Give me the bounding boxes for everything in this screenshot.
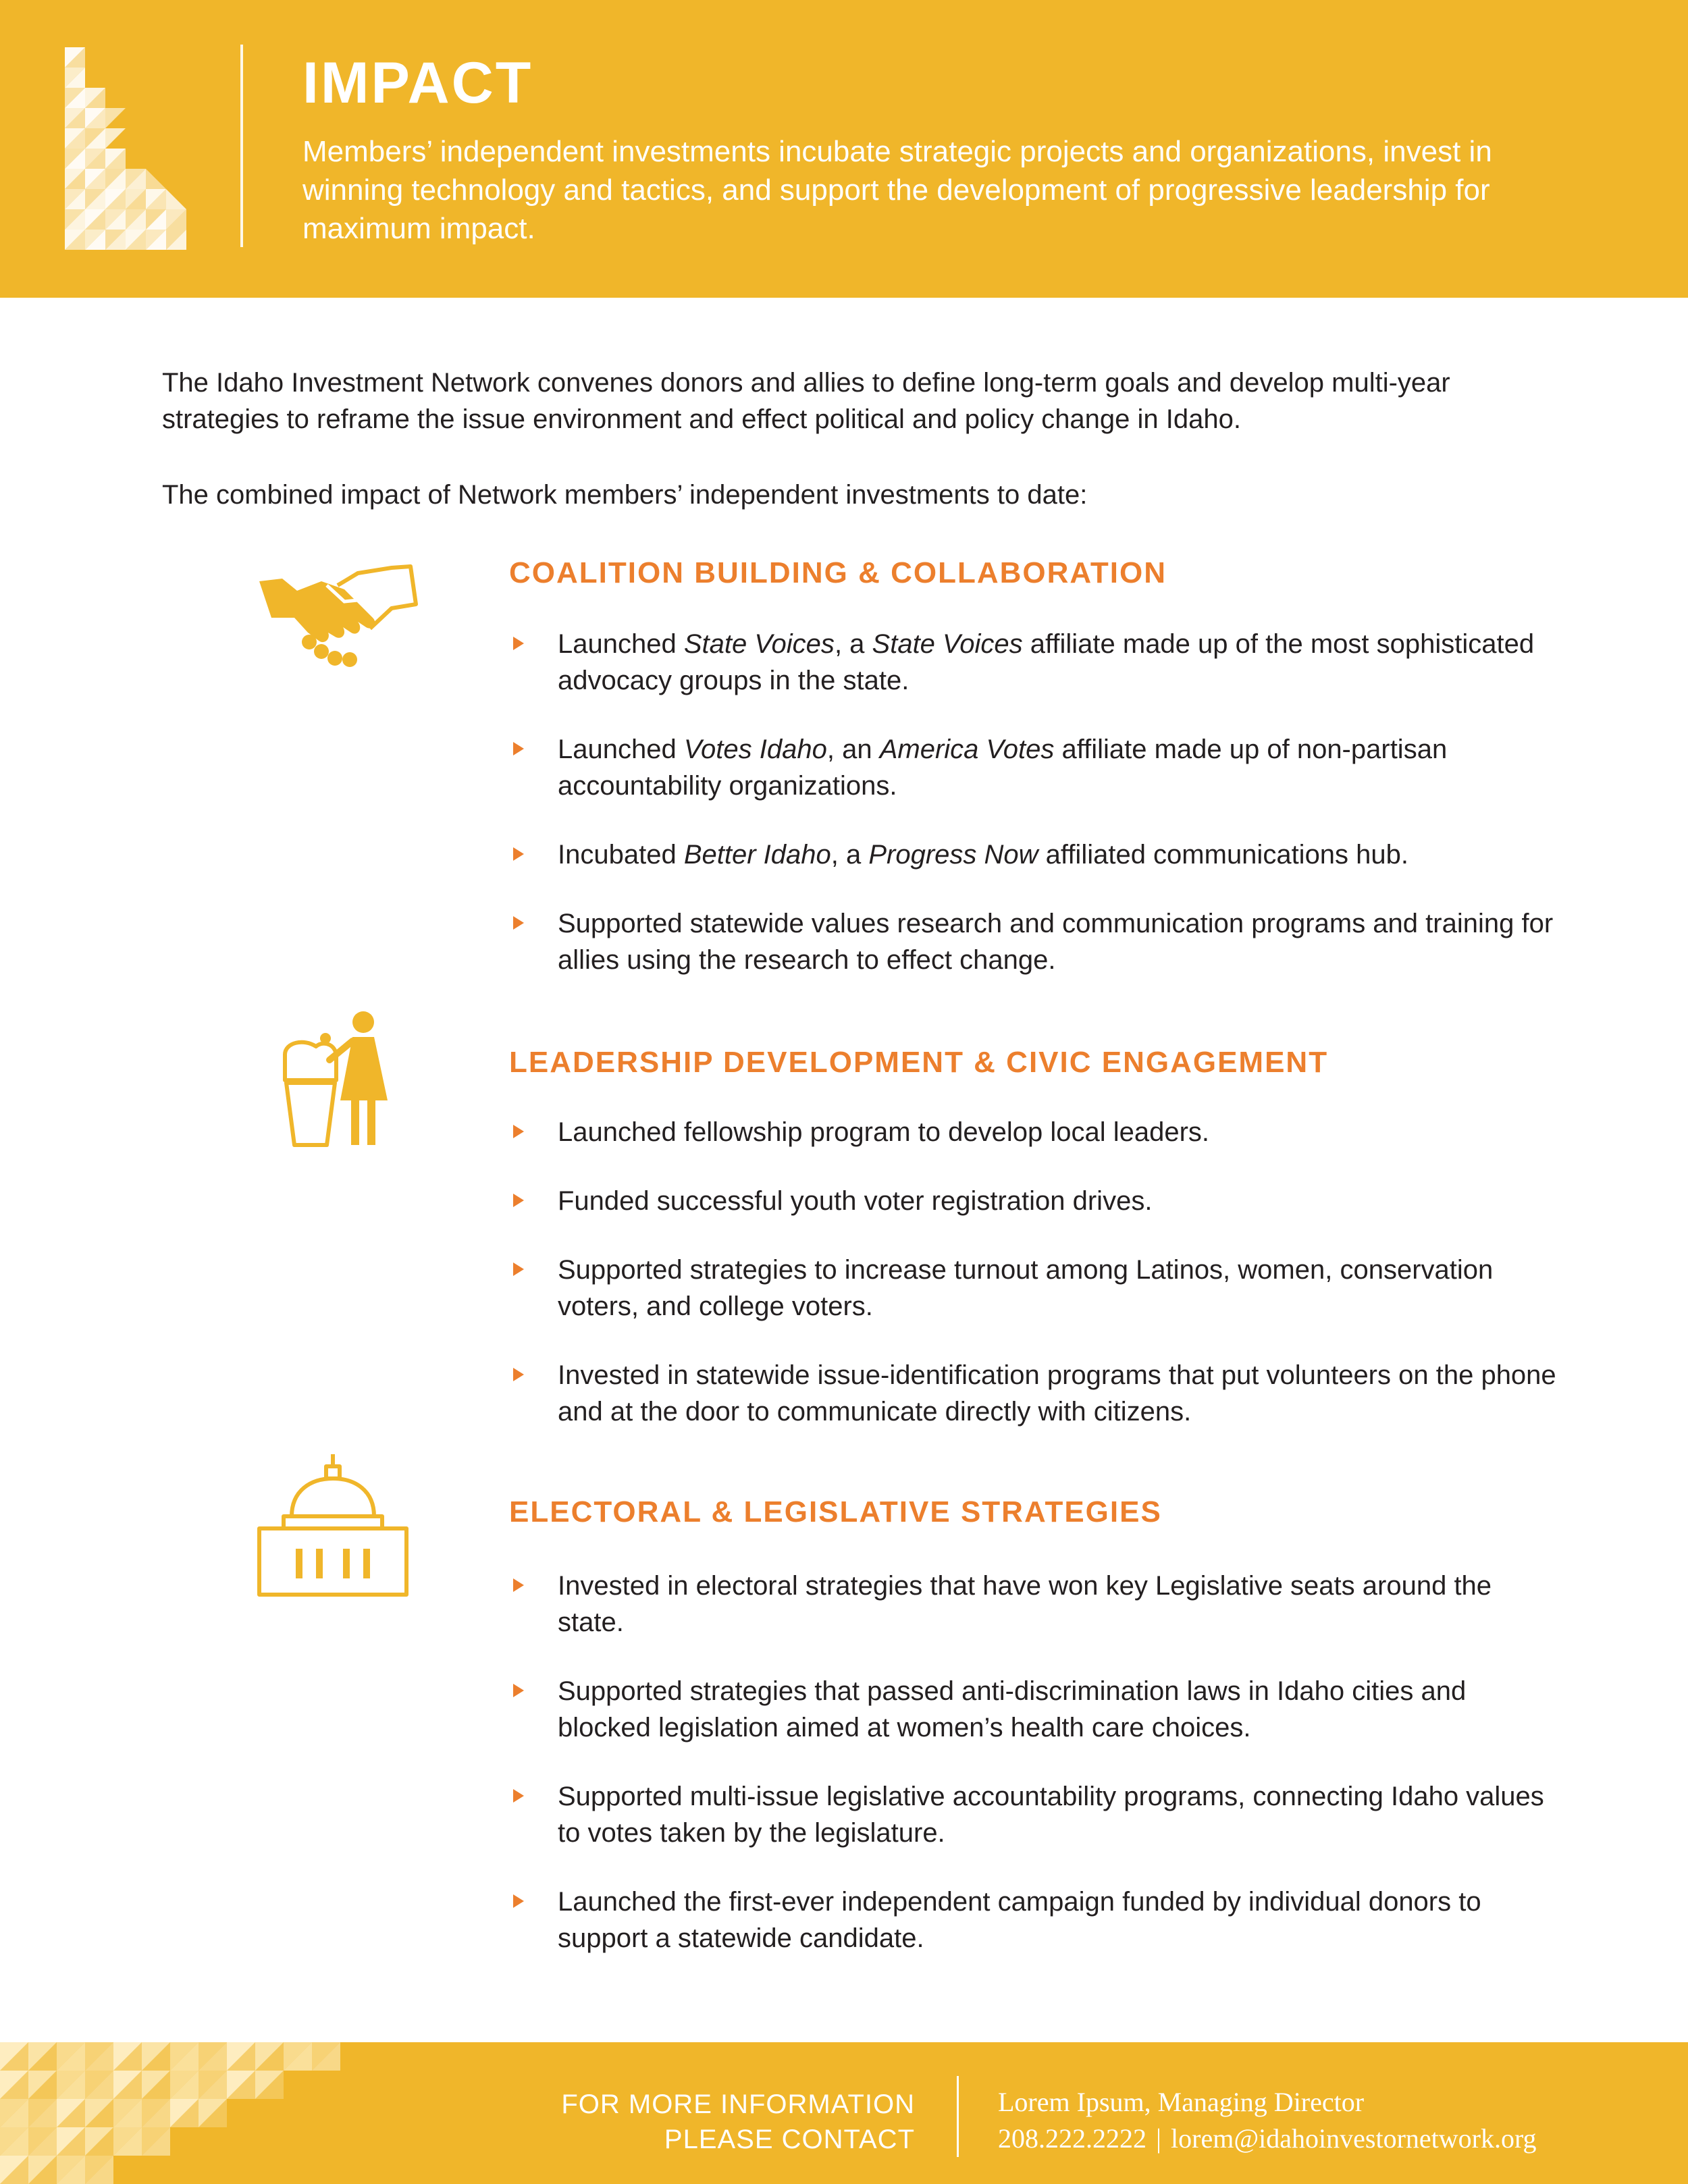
bullet-arrow-icon [513,637,524,650]
bullet-text-run: , a [834,629,872,659]
bullet-text [558,735,1447,801]
bullet-arrow-icon [513,1684,524,1697]
bullet-list [509,626,1562,1011]
bullet-text-run: Launched [558,735,684,764]
bullet-arrow-icon [513,1125,524,1138]
bullet-italic-text: State Voices [683,629,835,659]
footer-divider [957,2076,959,2157]
list-item [509,1357,1562,1430]
intro-lead-in: The combined impact of Network members’ independent investments to date: [162,480,1088,510]
bullet-arrow-icon [513,1368,524,1381]
list-item [509,626,1562,699]
header-subtitle: Members’ independent investments incubate strategic projects and organizations, invest in winning technology and tactics, and support the development of progressive leadership for maximum impact. [302,135,1492,245]
list-item [509,836,1562,873]
bullet-arrow-icon [513,742,524,755]
list-item [509,1183,1562,1219]
bullet-text-run: Supported strategies that passed anti-discrimination laws in Idaho cities and blocked legislation aimed at women’s health care choices. [558,1676,1467,1742]
contact-separator: | [1156,2123,1162,2154]
section-title: LEADERSHIP DEVELOPMENT & CIVIC ENGAGEMENT [509,1046,1329,1079]
page-title: IMPACT [302,51,533,115]
bullet-arrow-icon [513,1578,524,1592]
bullet-text [558,1571,1492,1637]
idaho-state-triangle-logo-icon [65,47,186,250]
list-item [509,905,1562,978]
bullet-text-run: affiliate made up of the most sophisticated advocacy groups in the state. [558,629,1535,695]
list-item [509,1673,1562,1746]
intro-paragraph: The Idaho Investment Network convenes donors and allies to define long-term goals and develop multi-year strategies to reframe the issue environment and effect political and policy change in Idaho. [162,368,1450,434]
contact-phone[interactable]: 208.222.2222 [998,2123,1146,2154]
footer-info-line1: FOR MORE INFORMATION [561,2089,915,2119]
bullet-italic-text: Better Idaho [683,840,831,870]
list-item [509,1778,1562,1851]
bullet-list [509,1568,1562,1989]
list-item [509,1252,1562,1325]
bullet-text-run: Invested in statewide issue-identification programs that put volunteers on the phone and at the door to communicate directly with citizens. [558,1360,1556,1427]
bullet-text-run: Supported multi-issue legislative accountability programs, connecting Idaho values to votes taken by the legislature. [558,1782,1544,1848]
bullet-arrow-icon [513,847,524,861]
header-banner [0,0,1688,298]
triangle-pattern-icon [0,2042,378,2184]
bullet-arrow-icon [513,916,524,930]
bullet-text-run: , a [830,840,869,870]
footer-banner [0,2042,1688,2184]
header-divider [240,45,243,247]
bullet-text [558,1676,1466,1742]
bullet-text [558,1360,1556,1427]
bullet-text-run: Launched fellowship program to develop local leaders. [558,1117,1210,1147]
bullet-text-run: Supported strategies to increase turnout among Latinos, women, conservation voters, and college voters. [558,1255,1494,1321]
bullet-text-run: Launched the first-ever independent campaign funded by individual donors to support a statewide candidate. [558,1887,1481,1953]
bullet-text [558,1782,1544,1848]
footer-contact [998,2084,1537,2157]
contact-name: Lorem Ipsum, Managing Director [998,2087,1365,2117]
list-item [509,1568,1562,1641]
bullet-arrow-icon [513,1262,524,1276]
bullet-italic-text: State Voices [872,629,1023,659]
bullet-italic-text: America Votes [879,735,1055,764]
bullet-text [558,1186,1152,1216]
bullet-text [558,1117,1209,1147]
bullet-text [558,840,1408,870]
bullet-arrow-icon [513,1894,524,1908]
section-title: COALITION BUILDING & COLLABORATION [509,556,1167,589]
bullet-arrow-icon [513,1789,524,1803]
voter-ballot-box-icon [277,1010,392,1152]
bullet-text-run: Supported statewide values research and communication programs and training for allies using the research to effect change. [558,909,1554,975]
list-item [509,1114,1562,1150]
section-title: ELECTORAL & LEGISLATIVE STRATEGIES [509,1495,1162,1528]
bullet-text-run: Incubated [558,840,684,870]
bullet-text-run: Funded successful youth voter registration drives. [558,1186,1153,1216]
bullet-arrow-icon [513,1194,524,1207]
footer-info-line2: PLEASE CONTACT [664,2125,915,2154]
bullet-italic-text: Votes Idaho [683,735,827,764]
bullet-text [558,629,1534,695]
bullet-text-run: affiliated communications hub. [1038,840,1409,870]
bullet-text [558,909,1553,975]
list-item [509,731,1562,804]
footer-info-label [561,2087,915,2157]
bullet-list [509,1114,1562,1462]
bullet-text-run: , an [826,735,880,764]
bullet-text [558,1887,1481,1953]
contact-details [998,2121,1537,2157]
bullet-text-run: affiliate made up of non-partisan accountability organizations. [558,735,1448,801]
handshake-icon [257,558,419,673]
list-item [509,1884,1562,1956]
bullet-text-run: Invested in electoral strategies that have won key Legislative seats around the state. [558,1571,1492,1637]
bullet-italic-text: Progress Now [868,840,1038,870]
capitol-building-icon [257,1451,409,1597]
contact-email[interactable]: lorem@idahoinvestornetwork.org [1171,2123,1537,2154]
bullet-text-run: Launched [558,629,684,659]
bullet-text [558,1255,1493,1321]
